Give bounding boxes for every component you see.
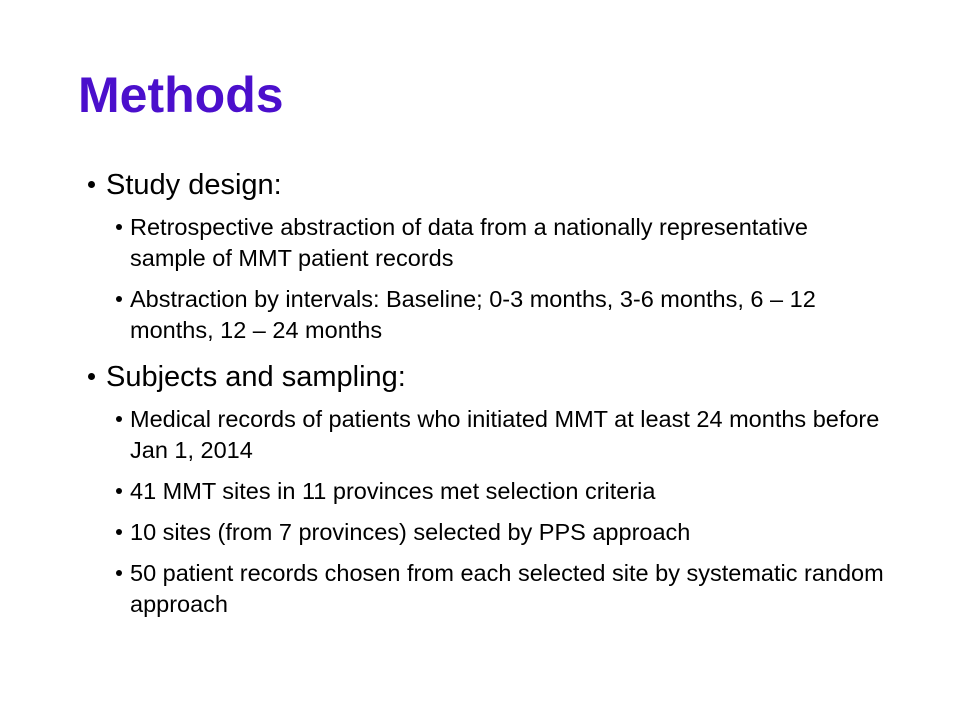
subbullets-subjects-sampling	[88, 404, 888, 620]
bullet-text: 41 MMT sites in 11 provinces met selection criteria	[130, 478, 656, 504]
bullet-item	[88, 476, 888, 507]
bullet-dot-icon	[88, 373, 95, 380]
bullet-dot-icon	[116, 224, 122, 230]
heading-text: Subjects and sampling:	[106, 361, 406, 393]
bullet-text: 50 patient records chosen from each selected site by systematic random approach	[130, 560, 884, 617]
section-study-design	[88, 166, 888, 346]
subbullet-list	[88, 212, 888, 346]
bullet-item	[88, 558, 888, 620]
heading-text: Study design:	[106, 169, 282, 201]
slide-title: Methods	[78, 67, 284, 123]
bullet-text: 10 sites (from 7 provinces) selected by PPS approach	[130, 519, 691, 545]
bullet-dot-icon	[88, 181, 95, 188]
bullet-item	[88, 212, 888, 274]
bullet-dot-icon	[116, 529, 122, 535]
slide-content	[88, 166, 888, 632]
bullet-item	[88, 404, 888, 466]
subbullet-list	[88, 404, 888, 620]
bullet-item	[88, 517, 888, 548]
bullet-text: Medical records of patients who initiated MMT at least 24 months before Jan 1, 2014	[130, 406, 880, 463]
heading-subjects-sampling	[88, 358, 888, 396]
section-subjects-sampling	[88, 358, 888, 620]
subbullets-study-design	[88, 212, 888, 346]
bullet-dot-icon	[116, 416, 122, 422]
bullet-item	[88, 284, 888, 346]
bullet-text: Retrospective abstraction of data from a nationally representative sample of MMT patient records	[130, 214, 808, 271]
bullet-dot-icon	[116, 570, 122, 576]
bullet-dot-icon	[116, 296, 122, 302]
bullet-text: Abstraction by intervals: Baseline; 0-3 months, 3-6 months, 6 – 12 months, 12 – 24 months	[130, 286, 816, 343]
heading-study-design	[88, 166, 888, 204]
bullet-dot-icon	[116, 488, 122, 494]
